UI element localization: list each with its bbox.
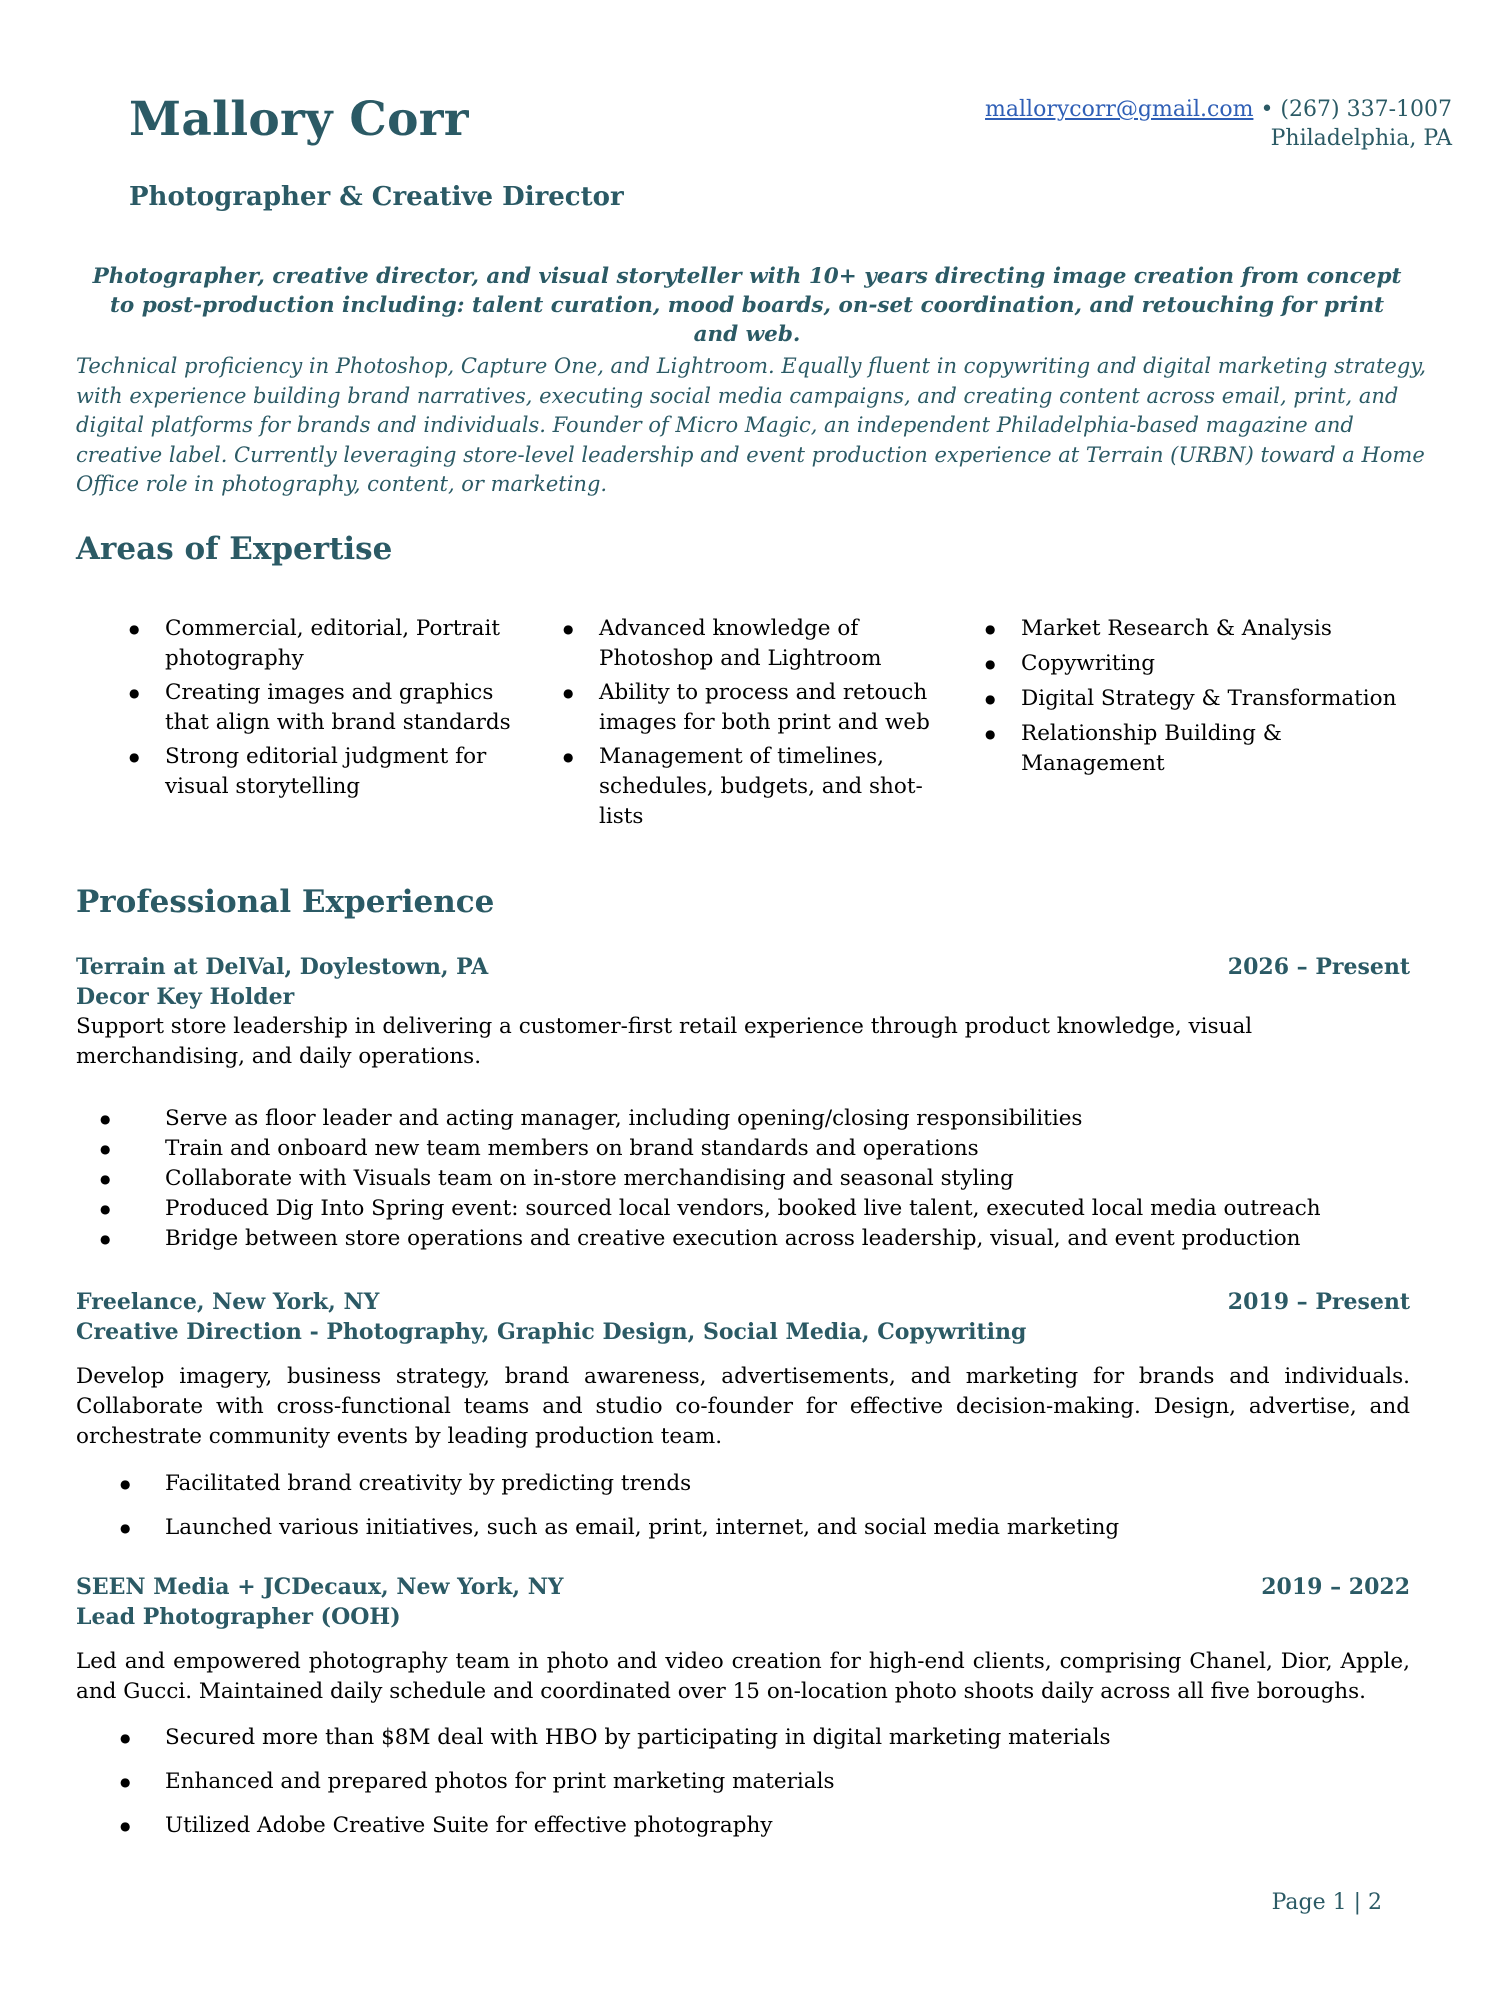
job-role: Decor Key Holder: [76, 984, 295, 1010]
experience-heading: Professional Experience: [76, 884, 495, 920]
expertise-column-1: [129, 614, 529, 806]
candidate-title: Photographer & Creative Director: [129, 182, 624, 212]
job-bullet: ● Utilized Adobe Creative Suite for effective photography: [120, 1811, 1111, 1841]
job-bullet: ● Enhanced and prepared photos for print marketing materials: [120, 1767, 1111, 1797]
contact-line-1: [985, 95, 1452, 124]
expertise-item: ● Ability to process and retouch images for both print and web: [563, 678, 963, 738]
candidate-name: Mallory Corr: [129, 92, 469, 147]
job-dates: 2019 – Present: [1227, 1289, 1410, 1315]
job-bullet: ● Produced Dig Into Spring event: sourced local vendors, booked live talent, executed local media outreach: [100, 1194, 1321, 1224]
job-company: SEEN Media + JCDecaux, New York, NY: [76, 1574, 564, 1600]
job-header: [76, 952, 1410, 982]
job-header: [76, 1287, 1410, 1317]
contact-block: [985, 95, 1452, 153]
job-company: Freelance, New York, NY: [76, 1289, 380, 1315]
job-role: Creative Direction - Photography, Graphic Design, Social Media, Copywriting: [76, 1319, 1027, 1345]
job-bullet: ● Collaborate with Visuals team on in-store merchandising and seasonal styling: [100, 1164, 1321, 1194]
job-header: [76, 1572, 1410, 1602]
expertise-item: ● Advanced knowledge of Photoshop and Lightroom: [563, 614, 963, 674]
phone-number: (267) 337-1007: [1280, 97, 1452, 122]
job-bullets: [120, 1469, 1119, 1557]
page-number: Page 1 | 2: [1271, 1890, 1382, 1915]
job-dates: 2019 – 2022: [1261, 1574, 1410, 1600]
expertise-item: ● Management of timelines, schedules, budgets, and shot-lists: [563, 742, 963, 832]
contact-separator: •: [1260, 97, 1274, 122]
job-bullet: ● Launched various initiatives, such as email, print, internet, and social media marketing: [120, 1513, 1119, 1543]
location: Philadelphia, PA: [1270, 126, 1452, 151]
job-bullet: ● Secured more than $8M deal with HBO by participating in digital marketing materials: [120, 1723, 1111, 1753]
job-role: Lead Photographer (OOH): [76, 1604, 401, 1630]
headline-statement: Photographer, creative director, and visual storyteller with 10+ years directing image creation from concept to post-production including: talent curation, mood boards, on-set coordination, and retouching for print and web.: [92, 264, 1402, 347]
job-bullet: ● Serve as floor leader and acting manager, including opening/closing responsibilities: [100, 1104, 1321, 1134]
job-bullet: ● Facilitated brand creativity by predicting trends: [120, 1469, 1119, 1499]
expertise-item: ● Market Research & Analysis: [985, 614, 1405, 644]
job-description: Support store leadership in delivering a customer-first retail experience through product knowledge, visual merchandising, and daily operations.: [76, 1014, 1253, 1069]
job-description: Led and empowered photography team in photo and video creation for high-end clients, comprising Chanel, Dior, Apple, and Gucci. Maintained daily schedule and coordinated over 15 on-location photo shoots daily across all five boroughs.: [76, 1649, 1410, 1704]
job-bullets: [120, 1723, 1111, 1855]
job-dates: 2026 – Present: [1227, 954, 1410, 980]
expertise-item: ● Relationship Building & Management: [985, 719, 1405, 779]
email-link[interactable]: mallorycorr@gmail.com: [985, 97, 1254, 122]
job-bullet: ● Bridge between store operations and creative execution across leadership, visual, and event production: [100, 1224, 1321, 1254]
expertise-item: ● Copywriting: [985, 649, 1405, 679]
summary-paragraph: Technical proficiency in Photoshop, Capture One, and Lightroom. Equally fluent in copywriting and digital marketing strategy, with experience building brand narratives, executing social media campaigns, and creating content across email, print, and digital platforms for brands and individuals. Founder of Micro Magic, an independent Philadelphia-based magazine and creative label. Currently leveraging store-level leadership and event production experience at Terrain (URBN) toward a Home Office role in photography, content, or marketing.: [76, 354, 1427, 496]
expertise-heading: Areas of Expertise: [76, 531, 393, 567]
job-company: Terrain at DelVal, Doylestown, PA: [76, 954, 489, 980]
expertise-item: ● Creating images and graphics that align with brand standards: [129, 678, 529, 738]
job-description: Develop imagery, business strategy, brand awareness, advertisements, and marketing for brands and individuals. Collaborate with cross-functional teams and studio co-founder for effective decision-making. Design, advertise, and orchestrate community events by leading production team.: [76, 1364, 1410, 1449]
expertise-item: ● Commercial, editorial, Portrait photography: [129, 614, 529, 674]
expertise-item: ● Digital Strategy & Transformation: [985, 684, 1405, 714]
job-bullets: [100, 1104, 1321, 1254]
job-bullet: ● Train and onboard new team members on brand standards and operations: [100, 1134, 1321, 1164]
expertise-column-3: [985, 614, 1405, 784]
expertise-item: ● Strong editorial judgment for visual storytelling: [129, 742, 529, 802]
expertise-column-2: [563, 614, 963, 836]
